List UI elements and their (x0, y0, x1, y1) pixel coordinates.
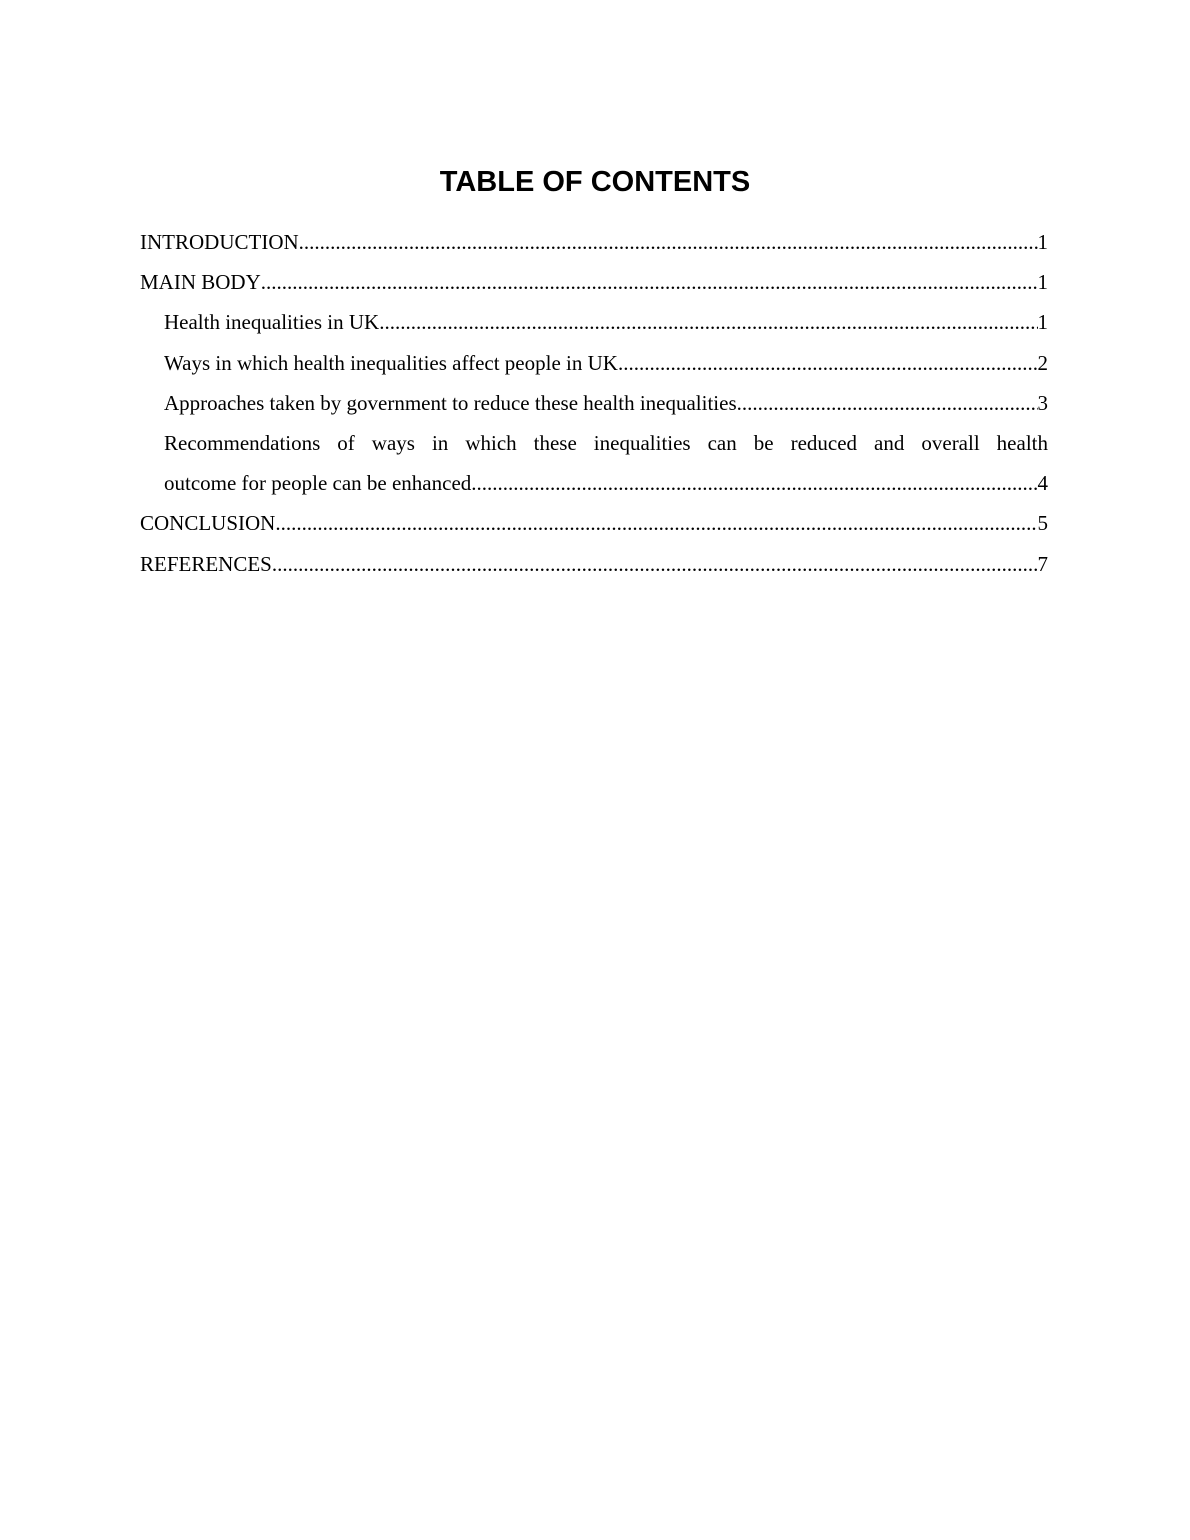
toc-entry-label: INTRODUCTION (140, 230, 299, 254)
dot-leader (618, 343, 1038, 383)
toc-entry-label: Approaches taken by government to reduce these health inequalities (164, 390, 737, 415)
toc-entry-main-body[interactable] (140, 262, 1048, 302)
toc-page-number: 4 (1037, 471, 1048, 496)
toc-entry-references[interactable] (140, 544, 1048, 584)
toc-page-number: 7 (1037, 551, 1048, 576)
toc-entry-label: REFERENCES (140, 551, 272, 576)
toc-entry-label: Health inequalities in UK (164, 310, 380, 335)
toc-entry-health-inequalities[interactable] (140, 302, 1048, 342)
toc-page-number: 3 (1037, 390, 1048, 415)
dot-leader (471, 463, 1037, 503)
dot-leader (299, 222, 1038, 262)
toc-page-number: 1 (1037, 230, 1048, 254)
toc-page-number: 1 (1037, 310, 1048, 335)
toc-entry-ways-affect-people[interactable] (140, 343, 1048, 383)
toc-entry-label-line1: Recommendations of ways in which these inequalities can be reduced and overall health (164, 430, 1048, 455)
toc-entry-label: CONCLUSION (140, 511, 276, 536)
toc-entry-recommendations[interactable] (140, 423, 1048, 503)
toc-list (140, 222, 1048, 584)
toc-entry-label: Ways in which health inequalities affect people in UK (164, 350, 618, 375)
dot-leader (379, 302, 1037, 342)
toc-title: TABLE OF CONTENTS (439, 166, 751, 198)
dot-leader (275, 503, 1037, 543)
toc-page-number: 2 (1037, 350, 1048, 375)
toc-page-number: 5 (1037, 511, 1048, 536)
toc-entry-label: MAIN BODY (140, 270, 261, 295)
toc-entry-government-approaches[interactable] (140, 383, 1048, 423)
toc-entry-label-line2: outcome for people can be enhanced (164, 471, 472, 496)
toc-page-number: 1 (1037, 270, 1048, 295)
dot-leader (272, 544, 1038, 584)
dot-leader (261, 262, 1038, 302)
toc-entry-conclusion[interactable] (140, 503, 1048, 543)
dot-leader (737, 383, 1038, 423)
toc-entry-introduction[interactable] (140, 222, 1048, 262)
